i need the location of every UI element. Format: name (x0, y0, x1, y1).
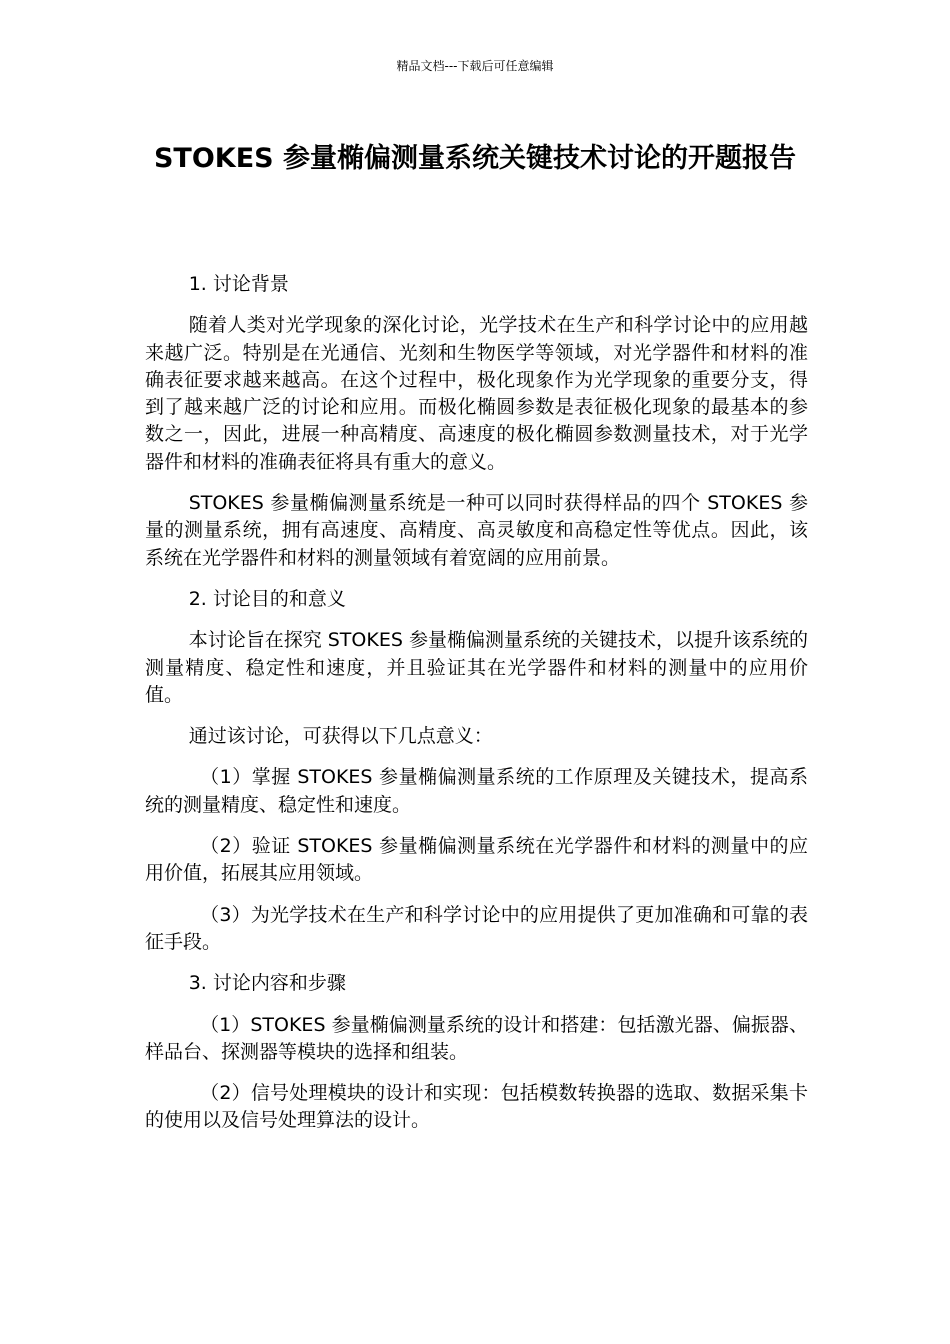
body-paragraph: STOKES 参量椭偏测量系统是一种可以同时获得样品的四个 STOKES 参量的测量系统，拥有高速度、高精度、高灵敏度和高稳定性等优点。因此，该系统在光学器件和材料的测量领域有着宽阔的应用前景。 (145, 492, 808, 569)
section-heading: 2. 讨论目的和意义 (188, 587, 346, 610)
list-item: （1）STOKES 参量椭偏测量系统的设计和搭建：包括激光器、偏振器、样品台、探测器等模块的选择和组装。 (145, 1013, 808, 1063)
page-header: 精品文档---下载后可任意编辑 (396, 59, 554, 73)
list-item: （1）掌握 STOKES 参量椭偏测量系统的工作原理及关键技术，提高系统的测量精度、稳定性和速度。 (145, 766, 808, 816)
list-item: （2）信号处理模块的设计和实现：包括模数转换器的选取、数据采集卡的使用以及信号处理算法的设计。 (145, 1082, 808, 1132)
body-paragraph: 随着人类对光学现象的深化讨论，光学技术在生产和科学讨论中的应用越来越广泛。特别是在光通信、光刻和生物医学等领域，对光学器件和材料的准确表征要求越来越高。在这个过程中，极化现象作为光学现象的重要分支，得到了越来越广泛的讨论和应用。而极化椭圆参数是表征极化现象的最基本的参数之一，因此，进展一种高精度、高速度的极化椭圆参数测量技术，对于光学器件和材料的准确表征将具有重大的意义。 (145, 314, 808, 473)
list-item: （2）验证 STOKES 参量椭偏测量系统在光学器件和材料的测量中的应用价值，拓展其应用领域。 (145, 835, 808, 885)
body-paragraph: 本讨论旨在探究 STOKES 参量椭偏测量系统的关键技术，以提升该系统的测量精度、稳定性和速度，并且验证其在光学器件和材料的测量中的应用价值。 (145, 629, 808, 706)
body-paragraph: 通过该讨论，可获得以下几点意义： (188, 725, 493, 748)
document-body (145, 271, 808, 1149)
list-item: （3）为光学技术在生产和科学讨论中的应用提供了更加准确和可靠的表征手段。 (145, 903, 808, 953)
section-heading: 3. 讨论内容和步骤 (188, 972, 346, 995)
section-heading: 1. 讨论背景 (188, 273, 289, 295)
document-title: STOKES 参量椭偏测量系统关键技术讨论的开题报告 (153, 143, 797, 174)
